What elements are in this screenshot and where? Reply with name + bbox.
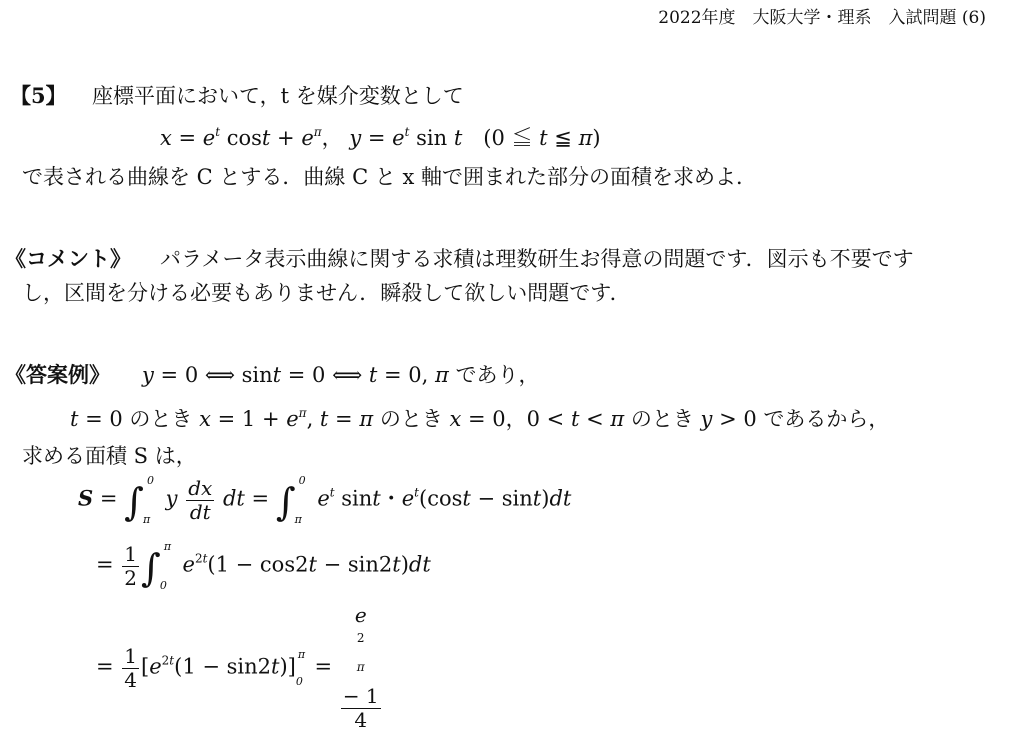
answer-line-1-tail: であり， <box>455 363 540 387</box>
formula-row-3: = $\frac{1}{4}$ $[e^{2t}(1 - \sin 2t)]$ π 0 = e $^{2 \pi}$ − 1 4 <box>96 603 379 732</box>
problem-line-1: 座標平面において，t を媒介変数として <box>92 84 464 108</box>
answer-line-3: 求める面積 S は， <box>22 444 197 468</box>
formula-row-2: = $\frac{1}{2}$ ∫ π 0 $e^{2t}(1 - \cos 2t - \sin 2t)dt$ <box>96 540 431 592</box>
problem-line-3: で表される曲線を C とする．曲線 C と x 軸で囲まれた部分の面積を求めよ． <box>22 165 758 189</box>
comment-line-2: し，区間を分ける必要もありません．瞬殺して欲しい問題です． <box>22 281 631 305</box>
answer-line-2: t = 0 のとき $x = 1 + e^\pi$, t = π のとき x = 0，0 < t < π のとき y > 0 であるから， <box>70 406 890 431</box>
answer-line-1: y = 0 ⟺ sint = 0 ⟺ t = 0, π であり， <box>142 363 540 387</box>
formula-row-1: S = ∫ 0 π y $\frac{dx}{dt}$ dt = ∫ 0 π $e^t$ sint・$e^t(\cos t - \sin t)dt$ <box>78 474 572 526</box>
comment-label: 《コメント》 <box>5 246 131 271</box>
problem-number: 【5】 <box>10 83 67 108</box>
parametric-equation: $x = e^t$ $\cos t + e^\pi$， $y = e^t$ sin t (0 ≦ t ≦ π) <box>160 125 601 150</box>
answer-label: 《答案例》 <box>5 362 110 387</box>
page-header: 2022年度 大阪大学・理系 入試問題 (6) <box>658 8 986 28</box>
comment-line-1: パラメータ表示曲線に関する求積は理数研生お得意の問題です．図示も不要です <box>160 247 914 271</box>
